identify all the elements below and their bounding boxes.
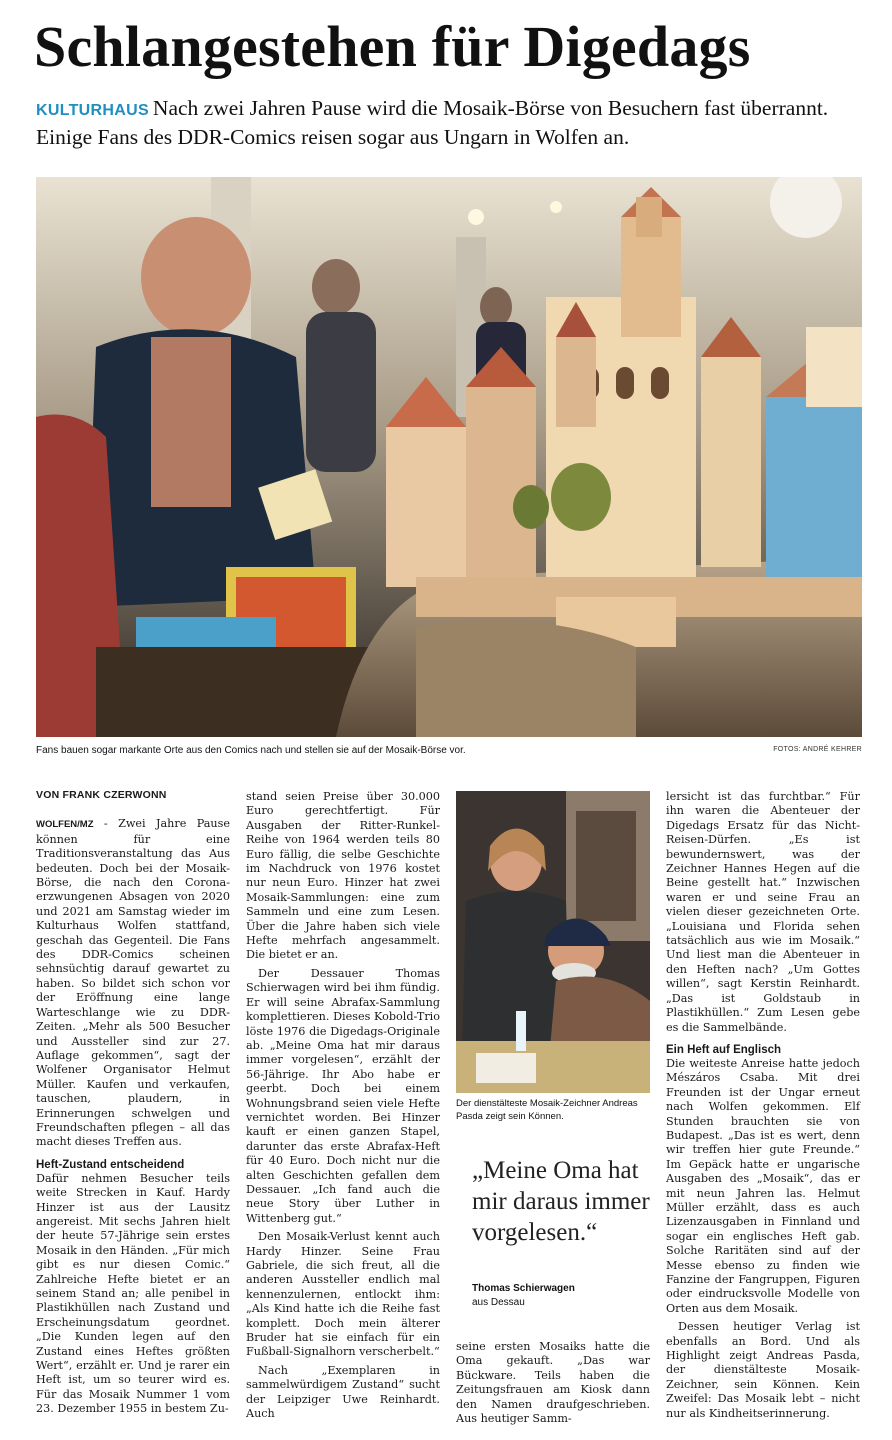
quote-author: Thomas Schierwagen [472, 1283, 575, 1294]
quote-origin: aus Dessau [472, 1297, 525, 1308]
lead-text: Nach zwei Jahren Pause wird die Mosaik-Börse von Besuchern fast überrannt. Einige Fans des DDR-Comics reisen sogar aus Ungarn in Wolfen an. [36, 96, 829, 149]
photo-caption: Fans bauen sogar markante Orte aus den Comics nach und stellen sie auf der Mosaik-Börse vor. [36, 745, 466, 756]
paragraph: Dessen heutiger Verlag ist ebenfalls an Bord. Und als Highlight zeigt Andreas Pasda, der dienstälteste Mosaik-Zeichner, sein Können. Kein Zweifel: Das Mosaik lebt – nicht nur als Kindheitserinnerung. [666, 1320, 860, 1420]
comic-artist-photo-image [456, 791, 650, 1093]
second-photo-caption: Der dienstälteste Mosaik-Zeichner Andreas Pasda zeigt sein Können. [456, 1098, 638, 1122]
column-3-text: seine ersten Mosaiks hatte die Oma gekauft. „Das war Bückware. Teils haben die Zeitungsfrauen am Kiosk dann den Namen draufgeschrieben. Aus heutiger Samm- [456, 1340, 650, 1426]
kicker: KULTURHAUS [36, 102, 149, 119]
headline: Schlangestehen für Digedags [34, 14, 751, 79]
paragraph-text: - Zwei Jahre Pause können für eine Traditionsveranstaltung das Aus bedeuten. Doch bei der Mosaik-Börse, die nach den Corona-erzwungenen Absagen von 2020 und 2021 am Samstag wieder im Kulturhaus Wolfen stattfand, geschah das Gegenteil. Die Fans des DDR-Comics scheinen sehnsüchtig darauf gewartet zu haben. So bildet sich schon vor der Eröffnung eine lange Warteschlange wie zu DDR-Zeiten. „Mehr als 500 Besucher und Aussteller sind zur 27. Auflage gekommen“, sagt der Wolfener Organisator Helmut Müller. Kaufen und verkaufen, tauschen, plaudern, in Erinnerungen schwelgen und Freundschaften pflegen – all das macht dieses Treffen aus. [36, 817, 230, 1149]
quote-attribution [472, 1282, 652, 1310]
paragraph [36, 817, 230, 1149]
subhead-heft-englisch: Ein Heft auf Englisch [666, 1043, 782, 1056]
paragraph: Die weiteste Anreise hatte jedoch Mészáros Csaba. Mit drei Freunden ist der Ungar erneut nach Wolfen gekommen. Elf Stunden brauchten sie von Budapest. „Das ist es wert, denn wir treffen hier gute Freunde.“ Im Gepäck hatte er ungarische Ausgaben des „Mosaik“, das er mit neun Jahren las. Helmut Müller erzählt, dass es auch Lizenzausgaben in Finnland und sogar ein englisches Heft gab. Solche Raritäten sind auf der Messe ebenso zu finden wie Fanzine der Fangruppen, Figuren oder eindrucksvolle Modelle von Orten aus dem Mosaik. [666, 1056, 860, 1315]
pull-quote: „Meine Oma hat mir daraus immer vorgelesen.“ [472, 1157, 650, 1246]
dateline: WOLFEN/MZ [36, 819, 94, 831]
column-2 [246, 790, 440, 1421]
paragraph: lersicht ist das furchtbar.“ Für ihn waren die Abenteuer der Digedags Ersatz für das Nicht-Reisen-Dürfen. „Es ist bewundernswert, was der Zeichner Hannes Hegen auf die Beine gestellt hat.“ Inzwischen waren er und seine Frau an vielen dieser gezeichneten Orte. „Louisiana und Florida sehen tatsächlich aus wie im Mosaik.“ Und liest man die Abenteuer in den Heften nach? „Um Gottes willen“, sagt Kerstin Reinhardt. „Das ist Goldstaub in Plastikhüllen.“ Zum Lesen gebe es die Sammelbände. [666, 790, 860, 1034]
byline: VON FRANK CZERWONN [36, 789, 167, 801]
paragraph: stand seien Preise über 30.000 Euro gerechtfertigt. Für Ausgaben der Ritter-Runkel-Reihe von 1964 werden teils 80 Euro fällig, die selbe Geschichte im Nachdruck von 1976 kostet nur neun Euro. Hinzer hat zwei Mosaik-Sammlungen: eine zum Sammeln und eine zum Lesen. Über die Jahre haben sich viele Hefte mehrfach angesammelt. Die bietet er an. [246, 790, 440, 962]
lead-paragraph [36, 95, 866, 151]
castle-model-photo-image [36, 177, 862, 737]
paragraph: Dafür nehmen Besucher teils weite Strecken in Kauf. Hardy Hinzer ist aus der Lausitz angereist. Mit sechs Jahren hielt der heute 57-Jährige sein erstes Mosaik in den Händen. „Für mich gibt es nur diesen Comic.“ Zahlreiche Hefte bietet er an seinem Stand an; alle penibel in Plastikhüllen nach Zustand und Erscheinungsdatum geordnet. „Die Kunden legen auf den Zustand eines Heftes größten Wert“, erzählt er. Und je rarer ein Heft ist, um so teurer wird es. Für das Mosaik Nummer 1 vom 23. Dezember 1955 in bestem Zu- [36, 1171, 230, 1416]
paragraph: Der Dessauer Thomas Schierwagen wird bei ihm fündig. Er will seine Abrafax-Sammlung komplettieren. Dieses Kobold-Trio löste 1976 die Digedags-Originale ab. „Meine Oma hat mir daraus immer vorgelesen“, erzählt der 56-Jährige. Ihr Abo habe er geerbt. Doch bei einem Wohnungsbrand seien viele Hefte vernichtet worden. Bei Hinzer kauft er einen ganzen Stapel, darunter das erste Abrafax-Heft für 40 Euro. Doch nicht nur die alten Geschichten gefallen dem Dessauer. „Ich fand auch die neue Story über Luther in Wittenberg gut.“ [246, 966, 440, 1225]
paragraph: Nach „Exemplaren in sammelwürdigem Zustand“ sucht der Leipziger Uwe Reinhardt. Auch [246, 1363, 440, 1421]
column-1 [36, 788, 230, 1417]
paragraph: Den Mosaik-Verlust kennt auch Hardy Hinzer. Seine Frau Gabriele, die sich freut, all die anderen Aussteller endlich mal kennenzulernen, entlockt ihm: „Als Kind hatte ich die Reihe fast komplett. Doch mein älterer Bruder hat sie einfach für ein Fußball-Signalhorn verscherbelt.“ [246, 1230, 440, 1359]
main-photo [36, 177, 862, 737]
second-photo [456, 791, 650, 1093]
column-4 [666, 790, 860, 1421]
photo-credit: FOTOS: ANDRÉ KEHRER [773, 746, 862, 753]
subhead-heft-zustand: Heft-Zustand entscheidend [36, 1158, 185, 1171]
